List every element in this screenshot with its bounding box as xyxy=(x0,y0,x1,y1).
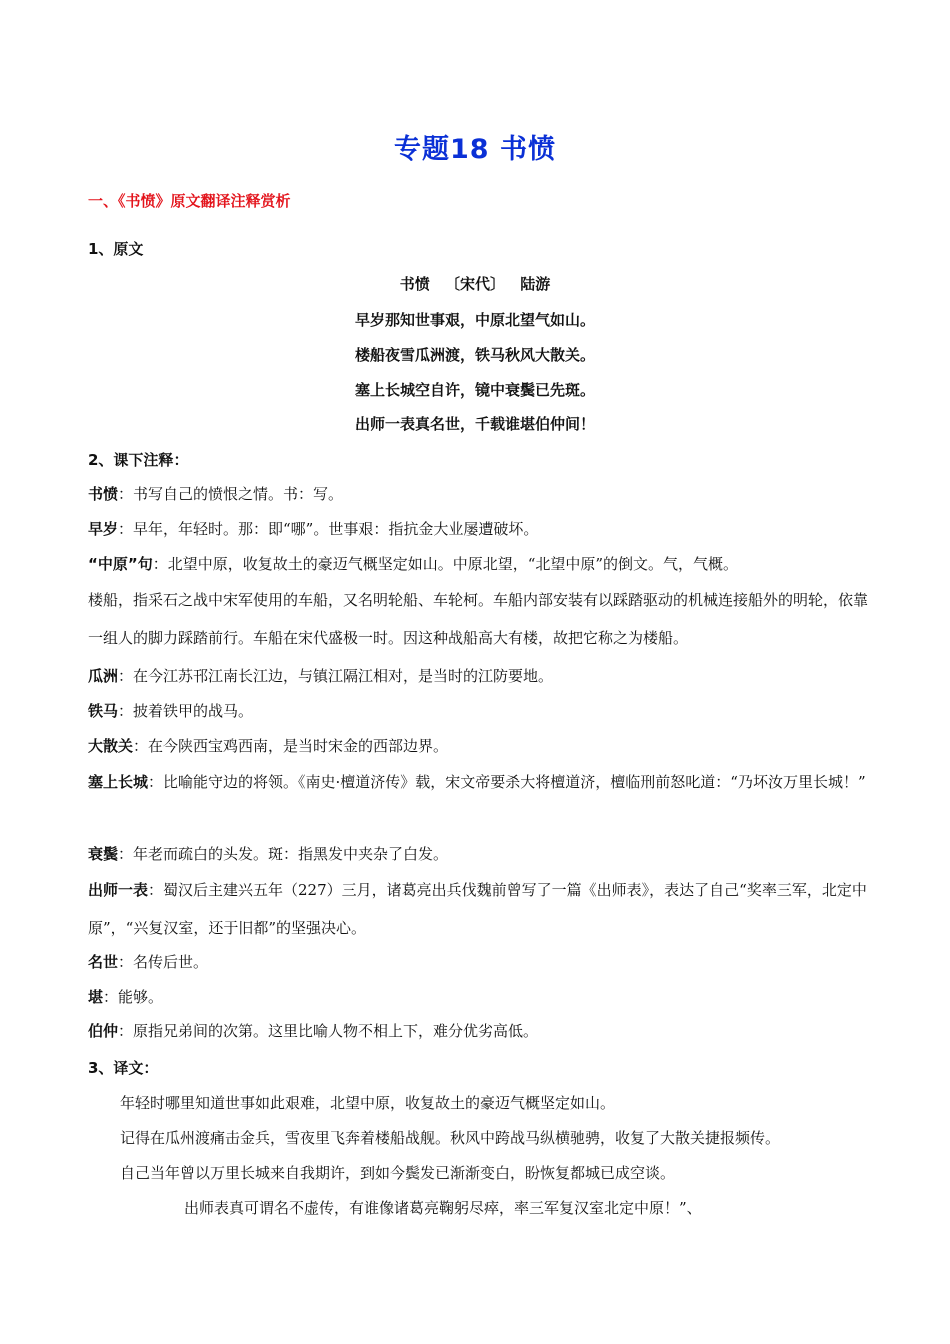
note-item xyxy=(88,979,868,1015)
note-item xyxy=(88,871,868,947)
note-item xyxy=(88,511,868,547)
section-heading-1: 一、《书愤》原文翻译注释赏析 xyxy=(88,192,291,210)
poem-heading: 书愤 〔宋代〕 陆游 xyxy=(399,275,551,293)
note-item xyxy=(88,728,868,764)
note-text: ：原指兄弟间的次第。这里比喻人物不相上下，难分优劣高低。 xyxy=(118,1022,539,1040)
note-term: 瓜洲 xyxy=(88,667,119,685)
note-text: ：在今江苏邗江南长江边，与镇江隔江相对，是当时的江防要地。 xyxy=(118,667,554,685)
translation-line-4: 出师表真可谓名不虚传，有谁像诸葛亮鞠躬尽瘁，率三军复汉室北定中原！”、 xyxy=(184,1199,702,1217)
note-text: ：在今陕西宝鸡西南，是当时宋金的西部边界。 xyxy=(133,737,449,755)
note-term: 大散关 xyxy=(88,737,134,755)
subheading-notes: 2、课下注释： xyxy=(88,451,189,469)
subheading-original-text: 1、原文 xyxy=(88,240,144,258)
note-item xyxy=(88,836,868,872)
note-text: ：年老而疏白的头发。斑：指黑发中夹杂了白发。 xyxy=(118,845,449,863)
note-item xyxy=(88,763,868,801)
note-item xyxy=(88,693,868,729)
translation-line-2: 记得在瓜州渡痛击金兵，雪夜里飞奔着楼船战舰。秋风中跨战马纵横驰骋，收复了大散关捷报频传。 xyxy=(120,1129,781,1147)
note-text: ：书写自己的愤恨之情。书：写。 xyxy=(118,485,344,503)
note-text: 楼船，指采石之战中宋军使用的车船，又名明轮船、车轮柯。车船内部安装有以踩踏驱动的机械连接船外的明轮，依靠一组人的脚力踩踏前行。车船在宋代盛极一时。因这种战船高大有楼，故把它称之为楼船。 xyxy=(88,591,869,647)
note-text: ：北望中原，收复故土的豪迈气概坚定如山。中原北望，“北望中原”的倒文。气，气概。 xyxy=(152,555,739,573)
page-title: 专题18 书愤 xyxy=(394,134,556,165)
note-term: 伯仲 xyxy=(88,1022,119,1040)
poem-line-2: 楼船夜雪瓜洲渡，铁马秋风大散关。 xyxy=(354,346,595,364)
note-text: ：比喻能守边的将领。《南史·檀道济传》载，宋文帝要杀大将檀道济，檀临刑前怒叱道：“乃坏汝万里长城！” xyxy=(148,773,866,791)
note-term: 铁马 xyxy=(88,702,119,720)
note-text: ：名传后世。 xyxy=(118,953,209,971)
subheading-translation: 3、译文： xyxy=(88,1059,159,1077)
poem-line-3: 塞上长城空自许，镜中衰鬓已先斑。 xyxy=(354,381,595,399)
note-term: 衰鬓 xyxy=(88,845,119,863)
note-term: 堪 xyxy=(88,988,104,1006)
note-term: 书愤 xyxy=(88,485,119,503)
note-item xyxy=(88,1013,868,1049)
poem-line-1: 早岁那知世事艰，中原北望气如山。 xyxy=(354,311,595,329)
note-item xyxy=(88,546,868,582)
poem-line-4: 出师一表真名世，千载谁堪伯仲间！ xyxy=(354,415,595,433)
note-text: ：能够。 xyxy=(103,988,164,1006)
note-item xyxy=(88,944,868,980)
note-term: 出师一表 xyxy=(88,881,149,899)
note-text: ：蜀汉后主建兴五年（227）三月，诸葛亮出兵伐魏前曾写了一篇《出师表》，表达了自己“奖率三军，北定中原”，“兴复汉室，还于旧都”的坚强决心。 xyxy=(88,881,867,937)
note-term: 塞上长城 xyxy=(88,773,149,791)
note-term: “中原”句 xyxy=(88,555,153,573)
note-item xyxy=(88,581,868,657)
note-text: ：披着铁甲的战马。 xyxy=(118,702,254,720)
note-text: ：早年，年轻时。那：即“哪”。世事艰：指抗金大业屡遭破坏。 xyxy=(118,520,539,538)
translation-line-1: 年轻时哪里知道世事如此艰难，北望中原，收复故土的豪迈气概坚定如山。 xyxy=(120,1094,616,1112)
translation-line-3: 自己当年曾以万里长城来自我期许，到如今鬓发已渐渐变白，盼恢复都城已成空谈。 xyxy=(120,1164,676,1182)
note-term: 名世 xyxy=(88,953,119,971)
note-item xyxy=(88,476,868,512)
note-term: 早岁 xyxy=(88,520,119,538)
note-item xyxy=(88,658,868,694)
